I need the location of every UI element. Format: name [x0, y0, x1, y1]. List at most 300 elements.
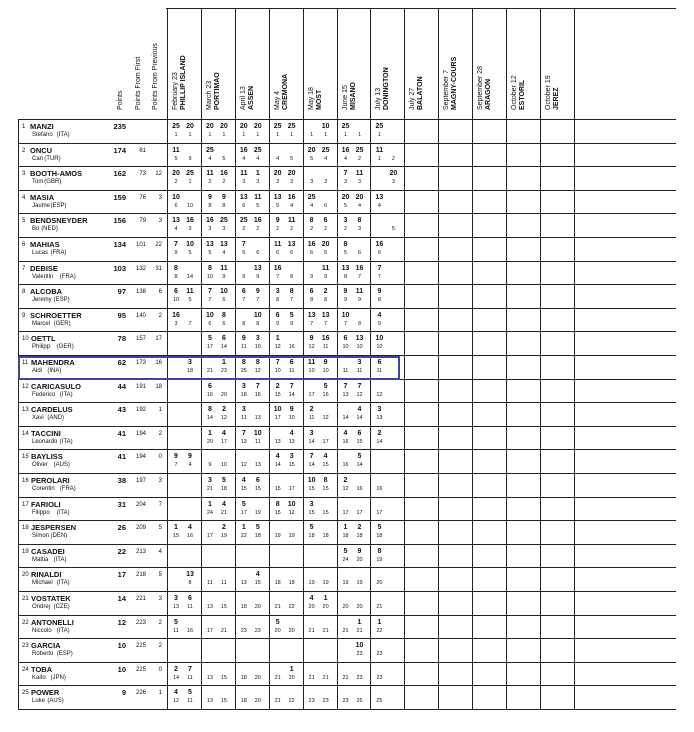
- championship-position: 11: [187, 604, 193, 610]
- rider-surname: BOOTH-AMOS: [30, 169, 83, 179]
- points-from-first: 204: [135, 501, 146, 508]
- championship-position: 7: [188, 320, 192, 327]
- championship-position: 21: [356, 627, 363, 634]
- rider-surname: MANZI: [30, 122, 54, 131]
- championship-position: 21: [206, 486, 213, 492]
- championship-position: 3: [276, 179, 280, 186]
- race-points: 13: [186, 571, 194, 579]
- position-number: 5: [22, 218, 26, 225]
- race-points: 3: [255, 335, 260, 343]
- position-number: 8: [22, 289, 26, 296]
- championship-position: 6: [242, 202, 246, 209]
- position-number: 21: [22, 596, 29, 602]
- rider-surname: CARDELUS: [31, 405, 73, 415]
- championship-position: 23: [376, 674, 383, 681]
- championship-position: 4: [256, 155, 260, 162]
- championship-position: 5: [174, 155, 178, 162]
- championship-position: 19: [274, 533, 281, 540]
- rider-nationality: (ITA): [59, 438, 73, 445]
- race-points: 8: [174, 264, 178, 272]
- race-points: 25: [321, 146, 330, 154]
- race-points: 1: [207, 429, 212, 437]
- rider-surname: ALCOBA: [30, 287, 63, 297]
- race-points: 5: [309, 524, 314, 532]
- rider-first-name: Oliver: [32, 462, 48, 469]
- rider-nationality: (CZE): [53, 604, 70, 610]
- championship-position: 21: [274, 674, 281, 681]
- race-points: 13: [205, 241, 214, 248]
- race-points: 4: [275, 453, 280, 461]
- championship-position: 2: [208, 179, 212, 186]
- championship-position: 8: [343, 273, 348, 280]
- row-rule: [18, 520, 676, 521]
- points-from-first: 197: [135, 478, 146, 484]
- race-points: 10: [205, 311, 214, 319]
- championship-position: 22: [288, 604, 295, 610]
- rider-points: 78: [117, 334, 126, 344]
- race-points: 5: [275, 618, 280, 626]
- race-points: 20: [321, 241, 330, 248]
- championship-position: 5: [290, 155, 294, 162]
- points-from-first: 73: [139, 171, 146, 178]
- championship-position: 9: [357, 297, 362, 304]
- championship-position: 14: [274, 462, 281, 469]
- championship-position: 8: [310, 297, 314, 304]
- championship-position: 6: [256, 250, 260, 256]
- race-points: 25: [205, 146, 214, 154]
- race-points: 11: [321, 264, 330, 272]
- race-points: 8: [207, 264, 212, 272]
- race-points: 8: [241, 359, 246, 366]
- championship-position: 15: [322, 462, 329, 469]
- championship-position: 5: [188, 297, 192, 304]
- championship-position: 1: [377, 132, 381, 138]
- race-points: 8: [207, 406, 212, 414]
- rider-first-name: Philipp: [32, 344, 51, 351]
- points-from-previous: 5: [158, 525, 162, 532]
- championship-position: 9: [188, 155, 192, 162]
- championship-position: 14: [308, 438, 315, 445]
- championship-position: 4: [208, 155, 212, 162]
- championship-position: 4: [357, 202, 362, 209]
- race-points: 9: [174, 453, 178, 461]
- race-points: 7: [343, 382, 348, 390]
- rider-surname: OETTL: [31, 334, 56, 344]
- rider-first-name: Filippo: [32, 509, 50, 516]
- championship-position: 4: [222, 250, 226, 256]
- championship-position: 15: [274, 486, 281, 492]
- rider-points: 134: [113, 240, 126, 249]
- championship-position: 13: [376, 415, 383, 422]
- championship-position: 10: [308, 368, 315, 374]
- rider-points: 38: [117, 476, 126, 485]
- position-number: 22: [22, 619, 29, 626]
- race-points: 2: [357, 524, 362, 532]
- race-points: 9: [255, 288, 260, 296]
- championship-position: 8: [188, 580, 192, 587]
- round-date: March 23: [205, 80, 213, 110]
- race-points: 4: [188, 524, 192, 532]
- race-points: 8: [323, 477, 328, 484]
- rider-first-name: Simon: [32, 533, 50, 540]
- rider-first-name: Can: [32, 155, 44, 162]
- championship-position: 13: [254, 415, 261, 422]
- race-points: 11: [240, 170, 248, 178]
- race-points: 7: [309, 453, 314, 461]
- race-points: 6: [343, 335, 348, 343]
- position-number: 23: [22, 643, 29, 650]
- rider-surname: DEBISE: [30, 263, 58, 273]
- championship-position: 6: [377, 250, 381, 256]
- race-points: 25: [375, 123, 384, 130]
- race-points: 13: [253, 264, 262, 272]
- race-points: 13: [321, 311, 330, 319]
- race-points: 4: [323, 453, 328, 461]
- championship-position: 6: [276, 250, 280, 256]
- points-from-previous: 3: [158, 194, 162, 201]
- race-points: 9: [207, 193, 212, 201]
- race-points: 25: [239, 217, 248, 225]
- race-points: 25: [307, 193, 316, 201]
- race-points: 7: [241, 429, 246, 437]
- championship-position: 17: [308, 391, 315, 398]
- rider-first-name: Jaume: [32, 202, 51, 209]
- race-points: 11: [172, 146, 180, 154]
- championship-position: 15: [356, 438, 363, 445]
- race-points: 2: [343, 477, 348, 484]
- championship-position: 12: [288, 509, 295, 516]
- championship-position: 17: [206, 344, 213, 351]
- race-points: 11: [287, 217, 296, 225]
- race-points: 11: [355, 170, 364, 178]
- championship-position: 9: [324, 273, 328, 280]
- race-points: 3: [188, 359, 192, 366]
- race-points: 25: [172, 123, 180, 130]
- rider-first-name: Corentin: [32, 486, 55, 492]
- championship-position: 21: [342, 674, 349, 681]
- race-points: 10: [253, 429, 262, 437]
- points-from-previous: 1: [158, 690, 162, 697]
- rider-nationality: (ITA): [53, 556, 67, 563]
- position-number: 16: [22, 478, 29, 484]
- round-name: ARAGON: [485, 78, 493, 110]
- race-points: 11: [273, 241, 282, 248]
- championship-position: 19: [308, 580, 315, 587]
- championship-position: 9: [276, 320, 280, 327]
- championship-position: 18: [240, 604, 247, 610]
- championship-position: 15: [274, 509, 281, 516]
- championship-position: 19: [288, 533, 295, 540]
- rider-nationality: (FRA): [59, 273, 76, 280]
- position-number: 12: [22, 383, 29, 390]
- championship-position: 1: [242, 132, 246, 138]
- race-points: 16: [205, 217, 214, 225]
- championship-position: 18: [274, 580, 281, 587]
- race-points: 2: [323, 288, 328, 296]
- race-points: 8: [357, 217, 362, 225]
- race-points: 6: [275, 311, 280, 319]
- position-number: 19: [22, 548, 29, 555]
- row-rule: [18, 402, 676, 403]
- championship-position: 2: [276, 226, 280, 233]
- championship-position: 4: [290, 202, 294, 209]
- rider-nationality: (ITA): [56, 509, 70, 516]
- rider-nationality: (GER): [53, 320, 71, 327]
- championship-position: 8: [357, 320, 362, 327]
- rider-first-name: Luke: [32, 698, 46, 705]
- championship-position: 15: [274, 391, 281, 398]
- championship-position: 3: [256, 179, 260, 186]
- race-points: 4: [289, 429, 294, 437]
- round-date: February 23: [172, 72, 179, 110]
- points-from-first: 226: [135, 690, 146, 697]
- championship-position: 14: [342, 415, 349, 422]
- race-points: 20: [355, 193, 364, 201]
- championship-position: 2: [222, 179, 226, 186]
- points-from-previous: 0: [158, 454, 162, 461]
- race-points: 13: [375, 193, 384, 201]
- race-points: 4: [377, 311, 382, 319]
- points-from-previous: 3: [158, 478, 162, 484]
- championship-position: 2: [343, 226, 348, 233]
- championship-position: 14: [356, 415, 363, 422]
- race-points: 16: [341, 146, 350, 154]
- championship-position: 12: [254, 368, 261, 374]
- round-name: PHILLIP ISLAND: [180, 55, 187, 110]
- championship-position: 4: [343, 155, 348, 162]
- rider-points: 95: [117, 310, 126, 320]
- championship-position: 2: [324, 226, 328, 233]
- race-points: 6: [188, 595, 192, 602]
- race-points: 13: [287, 241, 296, 248]
- rider-points: 156: [113, 216, 126, 226]
- race-points: 2: [221, 524, 226, 532]
- championship-position: 2: [242, 226, 246, 233]
- championship-position: 21: [220, 627, 227, 634]
- row-rule: [18, 284, 676, 285]
- championship-position: 10: [172, 297, 180, 304]
- championship-position: 5: [343, 250, 348, 256]
- championship-position: 1: [276, 132, 280, 138]
- race-points: 10: [219, 288, 228, 296]
- round-date: July 27: [409, 87, 417, 110]
- championship-position: 8: [276, 297, 280, 304]
- race-points: 10: [341, 311, 350, 319]
- championship-position: 23: [254, 627, 261, 634]
- championship-position: 7: [208, 297, 212, 304]
- championship-position: 7: [343, 320, 348, 327]
- championship-position: 7: [256, 297, 260, 304]
- championship-position: 7: [290, 297, 294, 304]
- championship-position: 11: [240, 344, 247, 351]
- race-points: 5: [174, 618, 178, 626]
- race-points: 8: [221, 311, 226, 319]
- race-points: 20: [389, 170, 398, 178]
- rider-nationality: (GER): [56, 344, 74, 351]
- championship-position: 3: [343, 179, 348, 186]
- race-points: 25: [287, 123, 296, 130]
- column-rule: [506, 8, 507, 709]
- column-rule: [404, 8, 405, 709]
- championship-position: 16: [254, 391, 261, 398]
- race-points: 1: [323, 595, 328, 602]
- championship-position: 22: [288, 698, 295, 705]
- championship-position: 6: [222, 320, 226, 327]
- championship-position: 5: [324, 250, 328, 256]
- race-points: 3: [207, 477, 212, 484]
- race-points: 4: [309, 595, 314, 602]
- championship-position: 13: [206, 604, 213, 610]
- points-from-previous: 22: [155, 242, 162, 248]
- rider-points: 9: [121, 688, 126, 698]
- rider-points: 41: [117, 428, 126, 438]
- points-from-previous: 5: [158, 572, 162, 579]
- championship-position: 16: [288, 344, 295, 351]
- rider-surname: GARCIA: [31, 641, 61, 651]
- race-points: 4: [343, 429, 348, 437]
- championship-position: 8: [242, 320, 246, 327]
- championship-position: 20: [322, 604, 329, 610]
- championship-position: 5: [222, 155, 226, 162]
- rider-surname: FARIOLI: [31, 499, 61, 509]
- race-points: 1: [255, 170, 260, 178]
- race-points: 8: [377, 547, 382, 555]
- points-from-first: 157: [135, 336, 146, 343]
- race-points: 4: [241, 477, 246, 484]
- championship-position: 12: [274, 344, 281, 351]
- championship-position: 5: [310, 155, 314, 162]
- rider-nationality: (ESP): [56, 651, 73, 658]
- championship-position: 14: [186, 273, 194, 280]
- points-from-first: 79: [139, 218, 146, 225]
- points-from-previous: 16: [155, 360, 162, 366]
- points-from-first: 209: [135, 525, 146, 532]
- race-points: 7: [377, 264, 382, 272]
- championship-position: 9: [343, 297, 348, 304]
- points-from-first: 132: [135, 265, 146, 272]
- rider-points: 159: [113, 192, 126, 202]
- championship-position: 20: [254, 674, 261, 681]
- position-number: 13: [22, 407, 29, 414]
- championship-position: 4: [310, 202, 314, 209]
- championship-position: 1: [188, 179, 192, 186]
- rider-points: 17: [117, 570, 126, 580]
- championship-position: 3: [174, 320, 178, 327]
- points-from-first: 218: [135, 572, 146, 579]
- race-points: 13: [172, 217, 180, 225]
- championship-position: 10: [274, 368, 281, 374]
- championship-position: 4: [377, 202, 381, 209]
- rider-points: 10: [117, 641, 126, 651]
- header-rule: [18, 119, 676, 120]
- points-from-previous: 0: [158, 666, 162, 673]
- championship-position: 13: [288, 438, 295, 445]
- championship-position: 6: [208, 320, 212, 327]
- championship-position: 11: [187, 698, 193, 705]
- championship-position: 23: [308, 698, 315, 705]
- points-from-first: 140: [135, 312, 146, 319]
- championship-position: 20: [274, 627, 281, 634]
- round-name: BALATON: [417, 76, 425, 110]
- championship-position: 1: [208, 132, 212, 138]
- championship-position: 22: [376, 627, 383, 634]
- championship-position: 23: [240, 627, 247, 634]
- race-points: 4: [221, 429, 226, 437]
- points-from-previous: 18: [155, 383, 162, 390]
- championship-position: 19: [342, 580, 349, 587]
- rider-nationality: (ITA): [56, 627, 70, 634]
- rider-points: 162: [113, 169, 126, 179]
- points-from-previous: 3: [158, 596, 162, 602]
- championship-position: 13: [274, 438, 281, 445]
- rider-nationality: (GBR): [44, 179, 62, 186]
- rider-first-name: Roberto: [32, 651, 54, 658]
- points-from-previous: 12: [155, 171, 162, 178]
- championship-position: 18: [254, 533, 261, 540]
- points-from-first: 192: [135, 407, 146, 414]
- championship-position: 20: [308, 604, 315, 610]
- rider-surname: VOSTATEK: [31, 594, 71, 603]
- rider-first-name: Stefano: [32, 132, 53, 138]
- championship-position: 14: [308, 462, 315, 469]
- championship-position: 9: [290, 320, 294, 327]
- race-points: 7: [241, 241, 246, 248]
- race-points: 1: [221, 359, 226, 366]
- position-number: 10: [22, 336, 29, 343]
- round-date: September 28: [477, 66, 485, 110]
- championship-position: 11: [308, 415, 315, 422]
- round-name: ESTORIL: [519, 79, 526, 110]
- rider-surname: MAHENDRA: [31, 358, 75, 367]
- rider-surname: TACCINI: [31, 428, 61, 438]
- championship-position: 14: [356, 462, 363, 469]
- championship-position: 2: [391, 155, 395, 162]
- round-date: October 12: [511, 75, 518, 110]
- row-rule: [18, 261, 676, 262]
- championship-position: 17: [376, 509, 383, 516]
- points-from-first: 76: [139, 194, 146, 201]
- rider-surname: CARICASULO: [31, 381, 81, 391]
- championship-position: 16: [376, 486, 383, 492]
- championship-position: 7: [357, 273, 362, 280]
- championship-position: 13: [254, 462, 261, 469]
- race-points: 4: [221, 500, 226, 508]
- race-points: 20: [287, 170, 296, 178]
- race-points: 20: [172, 170, 180, 178]
- race-points: 16: [239, 146, 248, 154]
- rider-first-name: Tom: [32, 179, 44, 186]
- championship-position: 1: [357, 132, 362, 138]
- column-rule: [574, 8, 575, 709]
- position-number: 3: [22, 171, 26, 178]
- points-from-previous: 2: [158, 619, 162, 626]
- rider-surname: POWER: [31, 688, 60, 698]
- rider-nationality: (ITA): [56, 580, 70, 587]
- championship-position: 2: [290, 226, 294, 233]
- race-points: 11: [355, 288, 364, 296]
- championship-position: 18: [376, 533, 383, 540]
- rider-points: 22: [117, 546, 126, 556]
- championship-position: 20: [254, 698, 261, 705]
- race-points: 10: [307, 477, 316, 484]
- race-points: 7: [275, 359, 280, 366]
- points-from-first: 194: [135, 430, 146, 437]
- championship-position: 6: [290, 250, 294, 256]
- race-points: 1: [207, 500, 212, 508]
- championship-position: 3: [357, 226, 362, 233]
- race-points: 3: [343, 217, 348, 225]
- race-points: 5: [377, 524, 382, 532]
